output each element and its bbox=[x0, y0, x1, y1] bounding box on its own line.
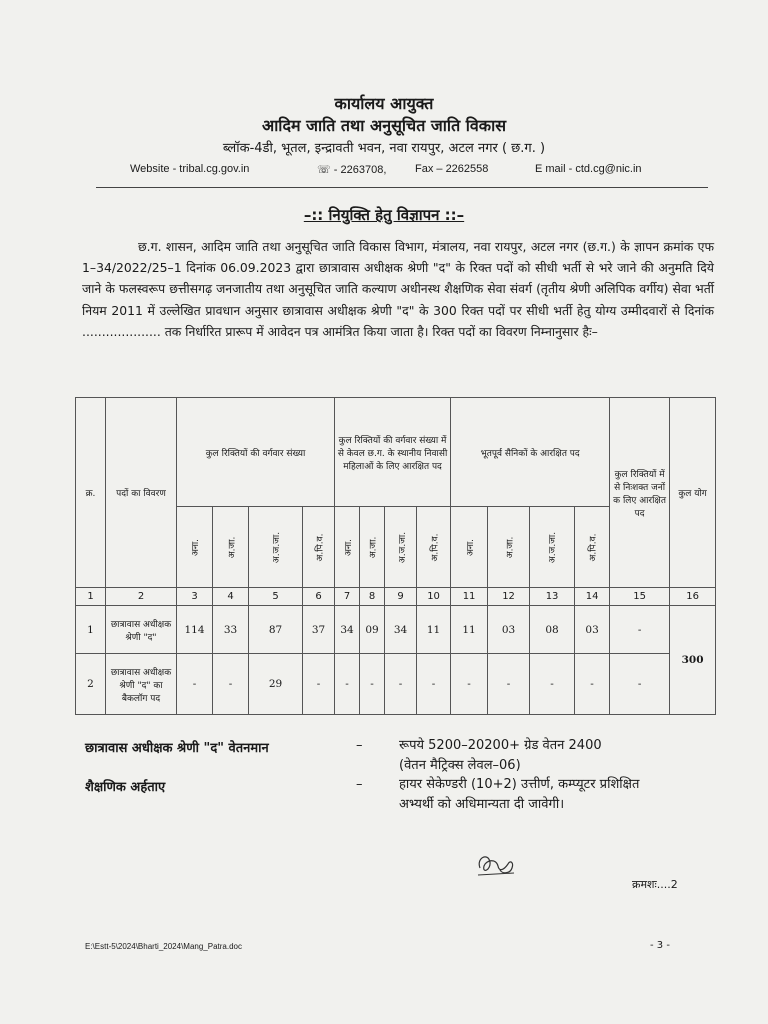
cell: - bbox=[385, 654, 417, 715]
cell: - bbox=[335, 654, 360, 715]
col-number: 15 bbox=[610, 588, 670, 606]
email-text: E mail - ctd.cg@nic.in bbox=[535, 163, 642, 175]
column-number-row bbox=[76, 588, 716, 606]
cell: 03 bbox=[575, 606, 610, 654]
col-number: 13 bbox=[530, 588, 575, 606]
pay-scale-section bbox=[0, 738, 768, 782]
category-header: अ.पि.व. bbox=[303, 507, 335, 588]
col-number: 14 bbox=[575, 588, 610, 606]
table-row bbox=[76, 654, 716, 715]
col-number: 10 bbox=[417, 588, 451, 606]
pay-scale-dash: – bbox=[356, 738, 363, 753]
phone-text: ☏ - 2263708, bbox=[317, 164, 387, 176]
cell: 87 bbox=[249, 606, 303, 654]
sno-header: क्र. bbox=[76, 398, 106, 588]
office-title: कार्यालय आयुक्त bbox=[334, 94, 434, 113]
cell: - bbox=[610, 606, 670, 654]
pay-level-value: (वेतन मैट्रिक्स लेवल–06) bbox=[399, 758, 521, 773]
cell: 29 bbox=[249, 654, 303, 715]
cell: 34 bbox=[335, 606, 360, 654]
table-row bbox=[76, 606, 716, 654]
category-header: अ.ज.जा. bbox=[249, 507, 303, 588]
continued-note: क्रमशः....2 bbox=[632, 878, 678, 891]
footer-file-path: E:\Estt-5\2024\Bharti_2024\Mang_Patra.doc bbox=[85, 942, 242, 951]
category-header: अ.जा. bbox=[213, 507, 249, 588]
disabled-reserved-header: कुल रिक्तियों में से निःशक्त जनों क लिए आरक्षित पद bbox=[610, 398, 670, 588]
cell: 37 bbox=[303, 606, 335, 654]
cell: - bbox=[213, 654, 249, 715]
qualification-section bbox=[0, 777, 768, 821]
office-address: ब्लॉक-4डी, भूतल, इन्द्रावती भवन, नवा रायपुर, अटल नगर ( छ.ग. ) bbox=[222, 141, 546, 156]
total-vacancy-header: कुल रिक्तियों की वर्गवार संख्या bbox=[177, 398, 335, 507]
cell: - bbox=[360, 654, 385, 715]
col-number: 5 bbox=[249, 588, 303, 606]
advertisement-title: –:: नियुक्ति हेतु विज्ञापन ::– bbox=[303, 206, 465, 224]
category-header: अ.ज.जा. bbox=[530, 507, 575, 588]
cell: - bbox=[488, 654, 530, 715]
row-sno: 1 bbox=[76, 606, 106, 654]
qualification-dash: – bbox=[356, 777, 363, 792]
col-number: 3 bbox=[177, 588, 213, 606]
category-header: अना. bbox=[451, 507, 488, 588]
post-header: पदों का विवरण bbox=[106, 398, 177, 588]
category-header: अना. bbox=[177, 507, 213, 588]
category-header: अ.जा. bbox=[488, 507, 530, 588]
cell: - bbox=[610, 654, 670, 715]
women-reserved-header: कुल रिक्तियों की वर्गवार संख्या में से केवल छ.ग. के स्थानीय निवासी महिलाओं के लिए आरक्षित पद bbox=[335, 398, 451, 507]
fax-text: Fax – 2262558 bbox=[415, 163, 489, 175]
cell: - bbox=[451, 654, 488, 715]
col-number: 11 bbox=[451, 588, 488, 606]
col-number: 6 bbox=[303, 588, 335, 606]
col-number: 12 bbox=[488, 588, 530, 606]
col-number: 9 bbox=[385, 588, 417, 606]
qualification-line-2: अभ्यर्थी को अधिमान्यता दी जावेगी। bbox=[399, 797, 565, 812]
cell: 34 bbox=[385, 606, 417, 654]
cell: - bbox=[575, 654, 610, 715]
category-header: अ.पि.व. bbox=[417, 507, 451, 588]
category-header: अ.जा. bbox=[360, 507, 385, 588]
col-number: 8 bbox=[360, 588, 385, 606]
cell: - bbox=[177, 654, 213, 715]
cell: - bbox=[530, 654, 575, 715]
col-number: 7 bbox=[335, 588, 360, 606]
row-post: छात्रावास अधीक्षक श्रेणी "द" bbox=[106, 606, 177, 654]
signature-mark bbox=[474, 848, 522, 880]
cell: - bbox=[303, 654, 335, 715]
col-number: 2 bbox=[106, 588, 177, 606]
pay-scale-label: छात्रावास अधीक्षक श्रेणी "द" वेतनमान bbox=[85, 741, 269, 756]
website-text: Website - tribal.cg.gov.in bbox=[130, 163, 250, 175]
qualification-label: शैक्षणिक अर्हताए bbox=[85, 780, 166, 795]
category-header: अना. bbox=[335, 507, 360, 588]
header-divider bbox=[96, 187, 708, 188]
cell: 08 bbox=[530, 606, 575, 654]
grand-total-cell: 300 bbox=[670, 606, 716, 715]
department-title: आदिम जाति तथा अनुसूचित जाति विकास bbox=[261, 116, 507, 135]
cell: 03 bbox=[488, 606, 530, 654]
grand-total-header: कुल योग bbox=[670, 398, 716, 588]
pay-scale-value: रूपये 5200–20200+ ग्रेड वेतन 2400 bbox=[399, 738, 602, 753]
cell: - bbox=[417, 654, 451, 715]
qualification-line-1: हायर सेकेण्डरी (10+2) उत्तीर्ण, कम्प्यूटर प्रशिक्षित bbox=[399, 777, 640, 792]
ex-servicemen-header: भूतपूर्व सैनिकों के आरक्षित पद bbox=[451, 398, 610, 507]
row-post: छात्रावास अधीक्षक श्रेणी "द" का बैकलॉग पद bbox=[106, 654, 177, 715]
cell: 11 bbox=[451, 606, 488, 654]
cell: 11 bbox=[417, 606, 451, 654]
col-number: 4 bbox=[213, 588, 249, 606]
category-header: अ.ज.जा. bbox=[385, 507, 417, 588]
cell: 114 bbox=[177, 606, 213, 654]
intro-text: छ.ग. शासन, आदिम जाति तथा अनुसूचित जाति विकास विभाग, मंत्रालय, नवा रायपुर, अटल नगर (छ.ग.) के ज्ञापन क्रमांक एफ 1–34/2022/25–1 दिनांक 06.09.2023 द्वारा छात्रावास अधीक्षक श्रेणी "द" के रिक्त पदों को सीधी भर्ती से भरे जाने की अनुमति दिये जाने के फलस्वरूप छत्तीसगढ़ जनजातीय तथा अनुसूचित जाति कल्याण अधीनस्थ शैक्षणिक सेवा संवर्ग (तृतीय श्रेणी अलिपिक वर्गीय) सेवा भर्ती नियम 2011 में उल्लेखित प्रावधान अनुसार छात्रावास अधीक्षक श्रेणी "द" के 300 रिक्त पदों पर सीधी भर्ती हेतु योग्य उम्मीदवारों से दिनांक .................... तक निर्धारित प्रारूप में आवेदन पत्र आमंत्रित किया जाता है। रिक्त पदों का विवरण निम्नानुसार हैः– bbox=[82, 239, 714, 339]
cell: 09 bbox=[360, 606, 385, 654]
row-sno: 2 bbox=[76, 654, 106, 715]
cell: 33 bbox=[213, 606, 249, 654]
col-number: 16 bbox=[670, 588, 716, 606]
intro-paragraph bbox=[82, 236, 714, 342]
footer-page-number: - 3 - bbox=[650, 940, 670, 951]
col-number: 1 bbox=[76, 588, 106, 606]
vacancy-table bbox=[75, 397, 716, 715]
category-header: अ.पि.व. bbox=[575, 507, 610, 588]
